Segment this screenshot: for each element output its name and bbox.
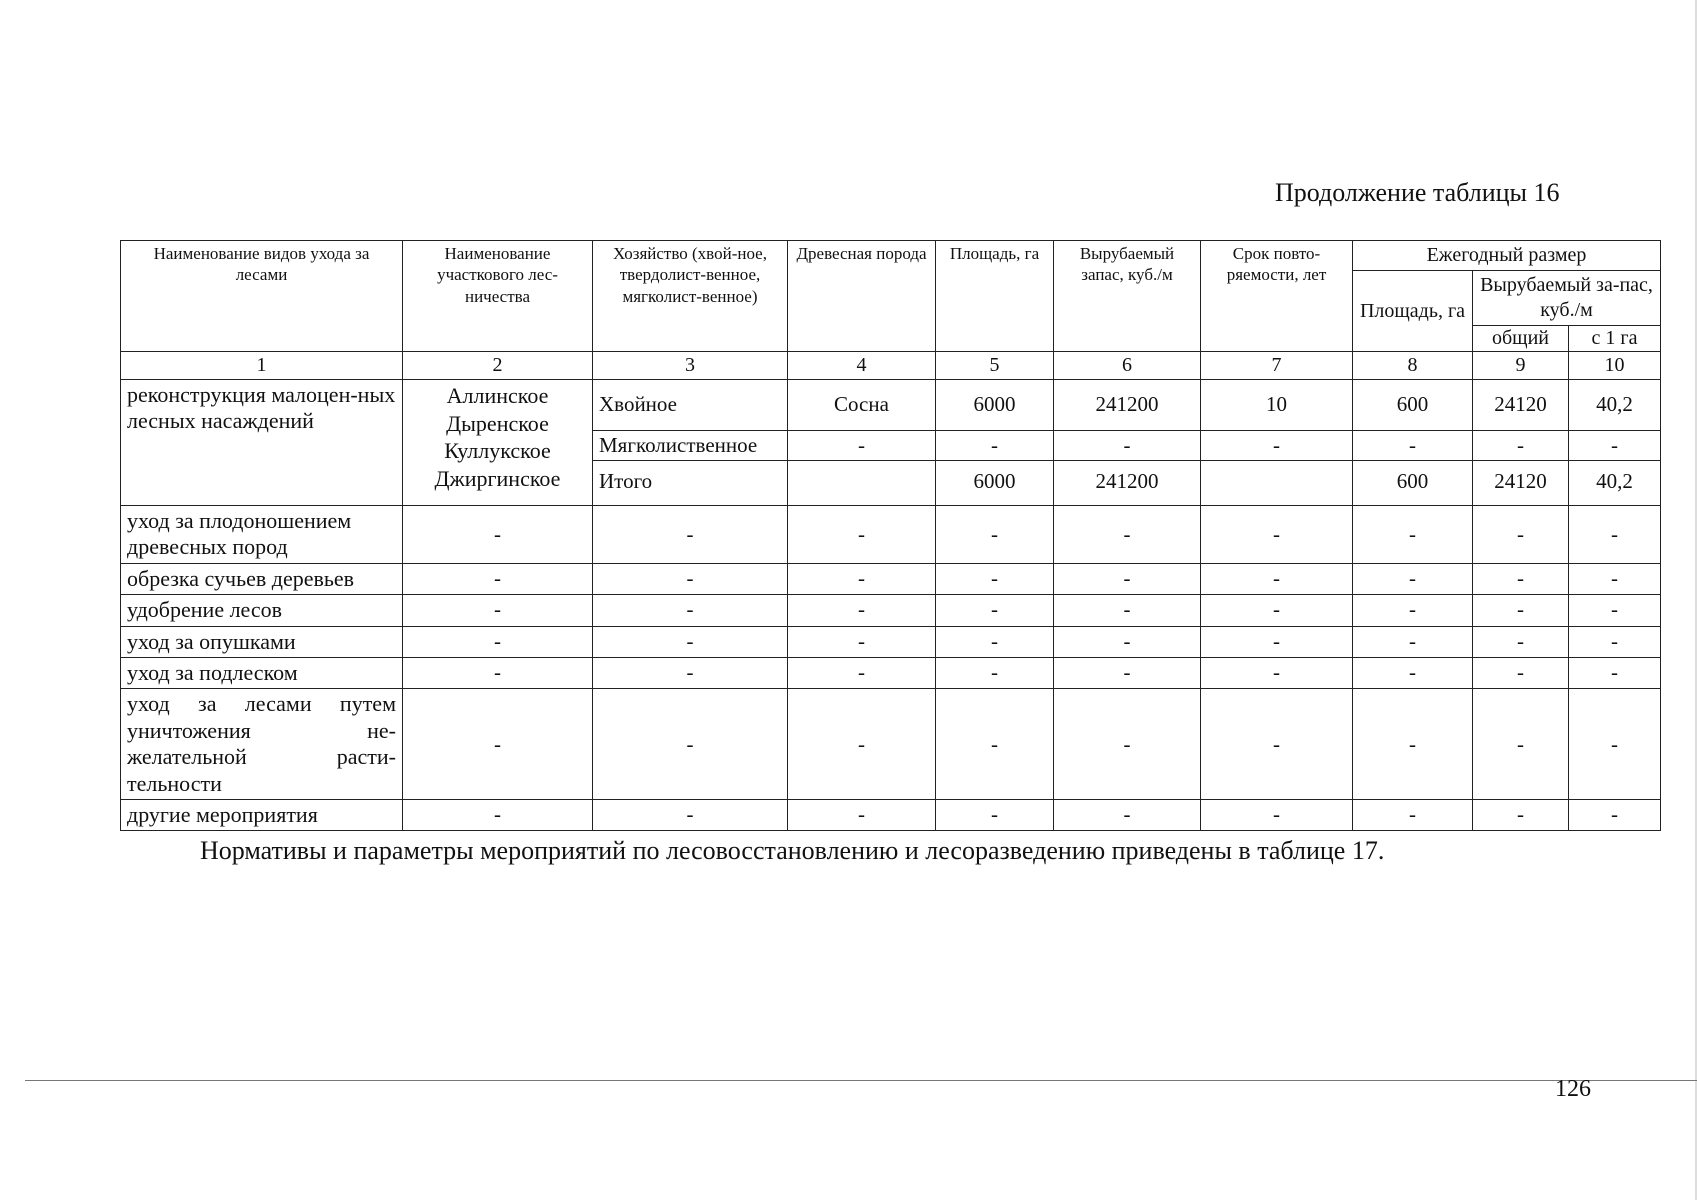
table-cell: - <box>1054 799 1201 830</box>
table-cell: - <box>1473 689 1569 800</box>
table-cell: - <box>1054 506 1201 564</box>
table-row <box>121 595 1661 626</box>
table-cell: - <box>1353 799 1473 830</box>
table-cell: 600 <box>1353 461 1473 506</box>
table-cell: - <box>1569 626 1661 657</box>
table-cell: 24120 <box>1473 461 1569 506</box>
table-cell: - <box>1201 506 1353 564</box>
table-cell: - <box>1473 506 1569 564</box>
table-row <box>121 626 1661 657</box>
table-cell: - <box>1473 799 1569 830</box>
table-cell: - <box>593 657 788 688</box>
row-label: обрезка сучьев деревьев <box>121 563 403 594</box>
table-cell: - <box>403 595 593 626</box>
table-row <box>121 380 1661 431</box>
forestry-name: Куллукское <box>444 438 551 463</box>
header-economy: Хозяйство (хвой-ное, твердолист-венное, мягколист-венное) <box>593 241 788 352</box>
table-cell: - <box>403 626 593 657</box>
table-cell: - <box>1353 506 1473 564</box>
row-label: удобрение лесов <box>121 595 403 626</box>
table-cell: 6000 <box>936 461 1054 506</box>
table-cell: - <box>936 657 1054 688</box>
table-cell: - <box>788 689 936 800</box>
table-cell: 241200 <box>1054 380 1201 431</box>
row-label: другие мероприятия <box>121 799 403 830</box>
table-cell: - <box>593 563 788 594</box>
table-cell: - <box>936 506 1054 564</box>
table-cell: - <box>1054 626 1201 657</box>
table-cell: - <box>1201 595 1353 626</box>
table-cell: - <box>403 689 593 800</box>
table-cell: - <box>1201 563 1353 594</box>
table-cell: - <box>1569 799 1661 830</box>
table-cell: Хвойное <box>593 380 788 431</box>
row-label: уход за опушками <box>121 626 403 657</box>
row-label: уход за плодоношением древесных пород <box>121 506 403 564</box>
care-rows <box>121 506 1661 831</box>
table-cell: - <box>936 595 1054 626</box>
table-cell: 40,2 <box>1569 461 1661 506</box>
table-cell: - <box>1201 431 1353 461</box>
forestry-name: Джиргинское <box>434 465 561 491</box>
table-cell: - <box>788 506 936 564</box>
table-cell: - <box>788 799 936 830</box>
page-rule <box>25 1080 1697 1081</box>
table-cell: - <box>1569 431 1661 461</box>
footnote: Нормативы и параметры мероприятий по лесовосстановлению и лесоразведению приведены в таблице 17. <box>200 836 1385 865</box>
table-cell: 6000 <box>936 380 1054 431</box>
table-cell: - <box>1054 563 1201 594</box>
column-number: 1 <box>121 352 403 380</box>
table-cell: - <box>1473 626 1569 657</box>
table-cell: - <box>1201 626 1353 657</box>
table-cell: - <box>788 595 936 626</box>
table-cell: - <box>1054 595 1201 626</box>
column-number: 6 <box>1054 352 1201 380</box>
column-number: 8 <box>1353 352 1473 380</box>
table-cell: - <box>1353 626 1473 657</box>
table-cell: - <box>403 563 593 594</box>
column-number: 3 <box>593 352 788 380</box>
table-cell: - <box>1201 799 1353 830</box>
table-cell: - <box>1353 657 1473 688</box>
table-cell: - <box>1201 689 1353 800</box>
table-cell: - <box>403 799 593 830</box>
table-body <box>121 380 1661 506</box>
header-care-type: Наименование видов ухода за лесами <box>121 241 403 352</box>
table-cell: - <box>788 431 936 461</box>
table-cell: - <box>1353 595 1473 626</box>
table-cell: 40,2 <box>1569 380 1661 431</box>
header-annual-size: Ежегодный размер <box>1353 241 1661 271</box>
column-number: 5 <box>936 352 1054 380</box>
table-cell: 24120 <box>1473 380 1569 431</box>
column-number: 10 <box>1569 352 1661 380</box>
table-cell: - <box>936 431 1054 461</box>
page-number: 126 <box>1555 1076 1591 1102</box>
table-row <box>121 689 1661 800</box>
header-per-ha: с 1 га <box>1569 326 1661 352</box>
table-header <box>121 241 1661 380</box>
table-cell: - <box>788 657 936 688</box>
table-cell: - <box>936 563 1054 594</box>
table-cell: 10 <box>1201 380 1353 431</box>
table-cell: - <box>1473 431 1569 461</box>
table-cell: - <box>593 595 788 626</box>
table-cell: - <box>593 626 788 657</box>
table-cell: - <box>936 799 1054 830</box>
header-annual-area: Площадь, га <box>1353 271 1473 352</box>
row-label: уход за лесами путем уничтожения не-желательной расти-тельности <box>121 689 403 800</box>
header-period: Срок повто-ряемости, лет <box>1201 241 1353 352</box>
table-cell: - <box>1353 563 1473 594</box>
header-forestry: Наименование участкового лес-ничества <box>403 241 593 352</box>
forestry-name: Дыренское <box>446 410 549 436</box>
table-cell: - <box>1201 657 1353 688</box>
table-cell: - <box>593 689 788 800</box>
table-cell: - <box>593 799 788 830</box>
table-cell: - <box>788 626 936 657</box>
forest-care-table <box>120 240 1661 831</box>
column-number: 4 <box>788 352 936 380</box>
table-row <box>121 657 1661 688</box>
table-cell: - <box>1054 431 1201 461</box>
table-caption: Продолжение таблицы 16 <box>1275 178 1560 207</box>
table-cell: Мягколиственное <box>593 431 788 461</box>
table-cell: - <box>1473 595 1569 626</box>
column-number: 9 <box>1473 352 1569 380</box>
table-cell: - <box>1569 563 1661 594</box>
table-cell <box>788 461 936 506</box>
table-cell: - <box>403 657 593 688</box>
table-cell: - <box>936 689 1054 800</box>
header-species: Древесная порода <box>788 241 936 352</box>
table-row <box>121 799 1661 830</box>
table-cell <box>1201 461 1353 506</box>
table-cell: - <box>1569 506 1661 564</box>
column-numbers-row <box>121 352 1661 380</box>
column-number: 2 <box>403 352 593 380</box>
column-number: 7 <box>1201 352 1353 380</box>
table-row <box>121 506 1661 564</box>
header-total: общий <box>1473 326 1569 352</box>
table-cell: 600 <box>1353 380 1473 431</box>
table-cell: - <box>788 563 936 594</box>
table-cell: - <box>936 626 1054 657</box>
table-cell: - <box>403 506 593 564</box>
table-cell: Итого <box>593 461 788 506</box>
header-stock: Вырубаемый запас, куб./м <box>1054 241 1201 352</box>
forestry-name: Аллинское <box>446 383 549 408</box>
header-annual-stock: Вырубаемый за-пас, куб./м <box>1473 271 1661 326</box>
table-cell: - <box>1569 689 1661 800</box>
table-cell: - <box>1473 657 1569 688</box>
table-cell: - <box>1054 657 1201 688</box>
table-cell: - <box>1353 689 1473 800</box>
table-cell: - <box>1353 431 1473 461</box>
table-cell: - <box>1569 595 1661 626</box>
table-cell: - <box>593 506 788 564</box>
table-row <box>121 563 1661 594</box>
table-cell: - <box>1473 563 1569 594</box>
forestry-list <box>403 380 593 506</box>
table-cell: Сосна <box>788 380 936 431</box>
table-cell: - <box>1054 689 1201 800</box>
table-cell: - <box>1569 657 1661 688</box>
header-area: Площадь, га <box>936 241 1054 352</box>
row-label: уход за подлеском <box>121 657 403 688</box>
table-cell: 241200 <box>1054 461 1201 506</box>
row-label: реконструкция малоцен-ных лесных насаждений <box>121 380 403 506</box>
